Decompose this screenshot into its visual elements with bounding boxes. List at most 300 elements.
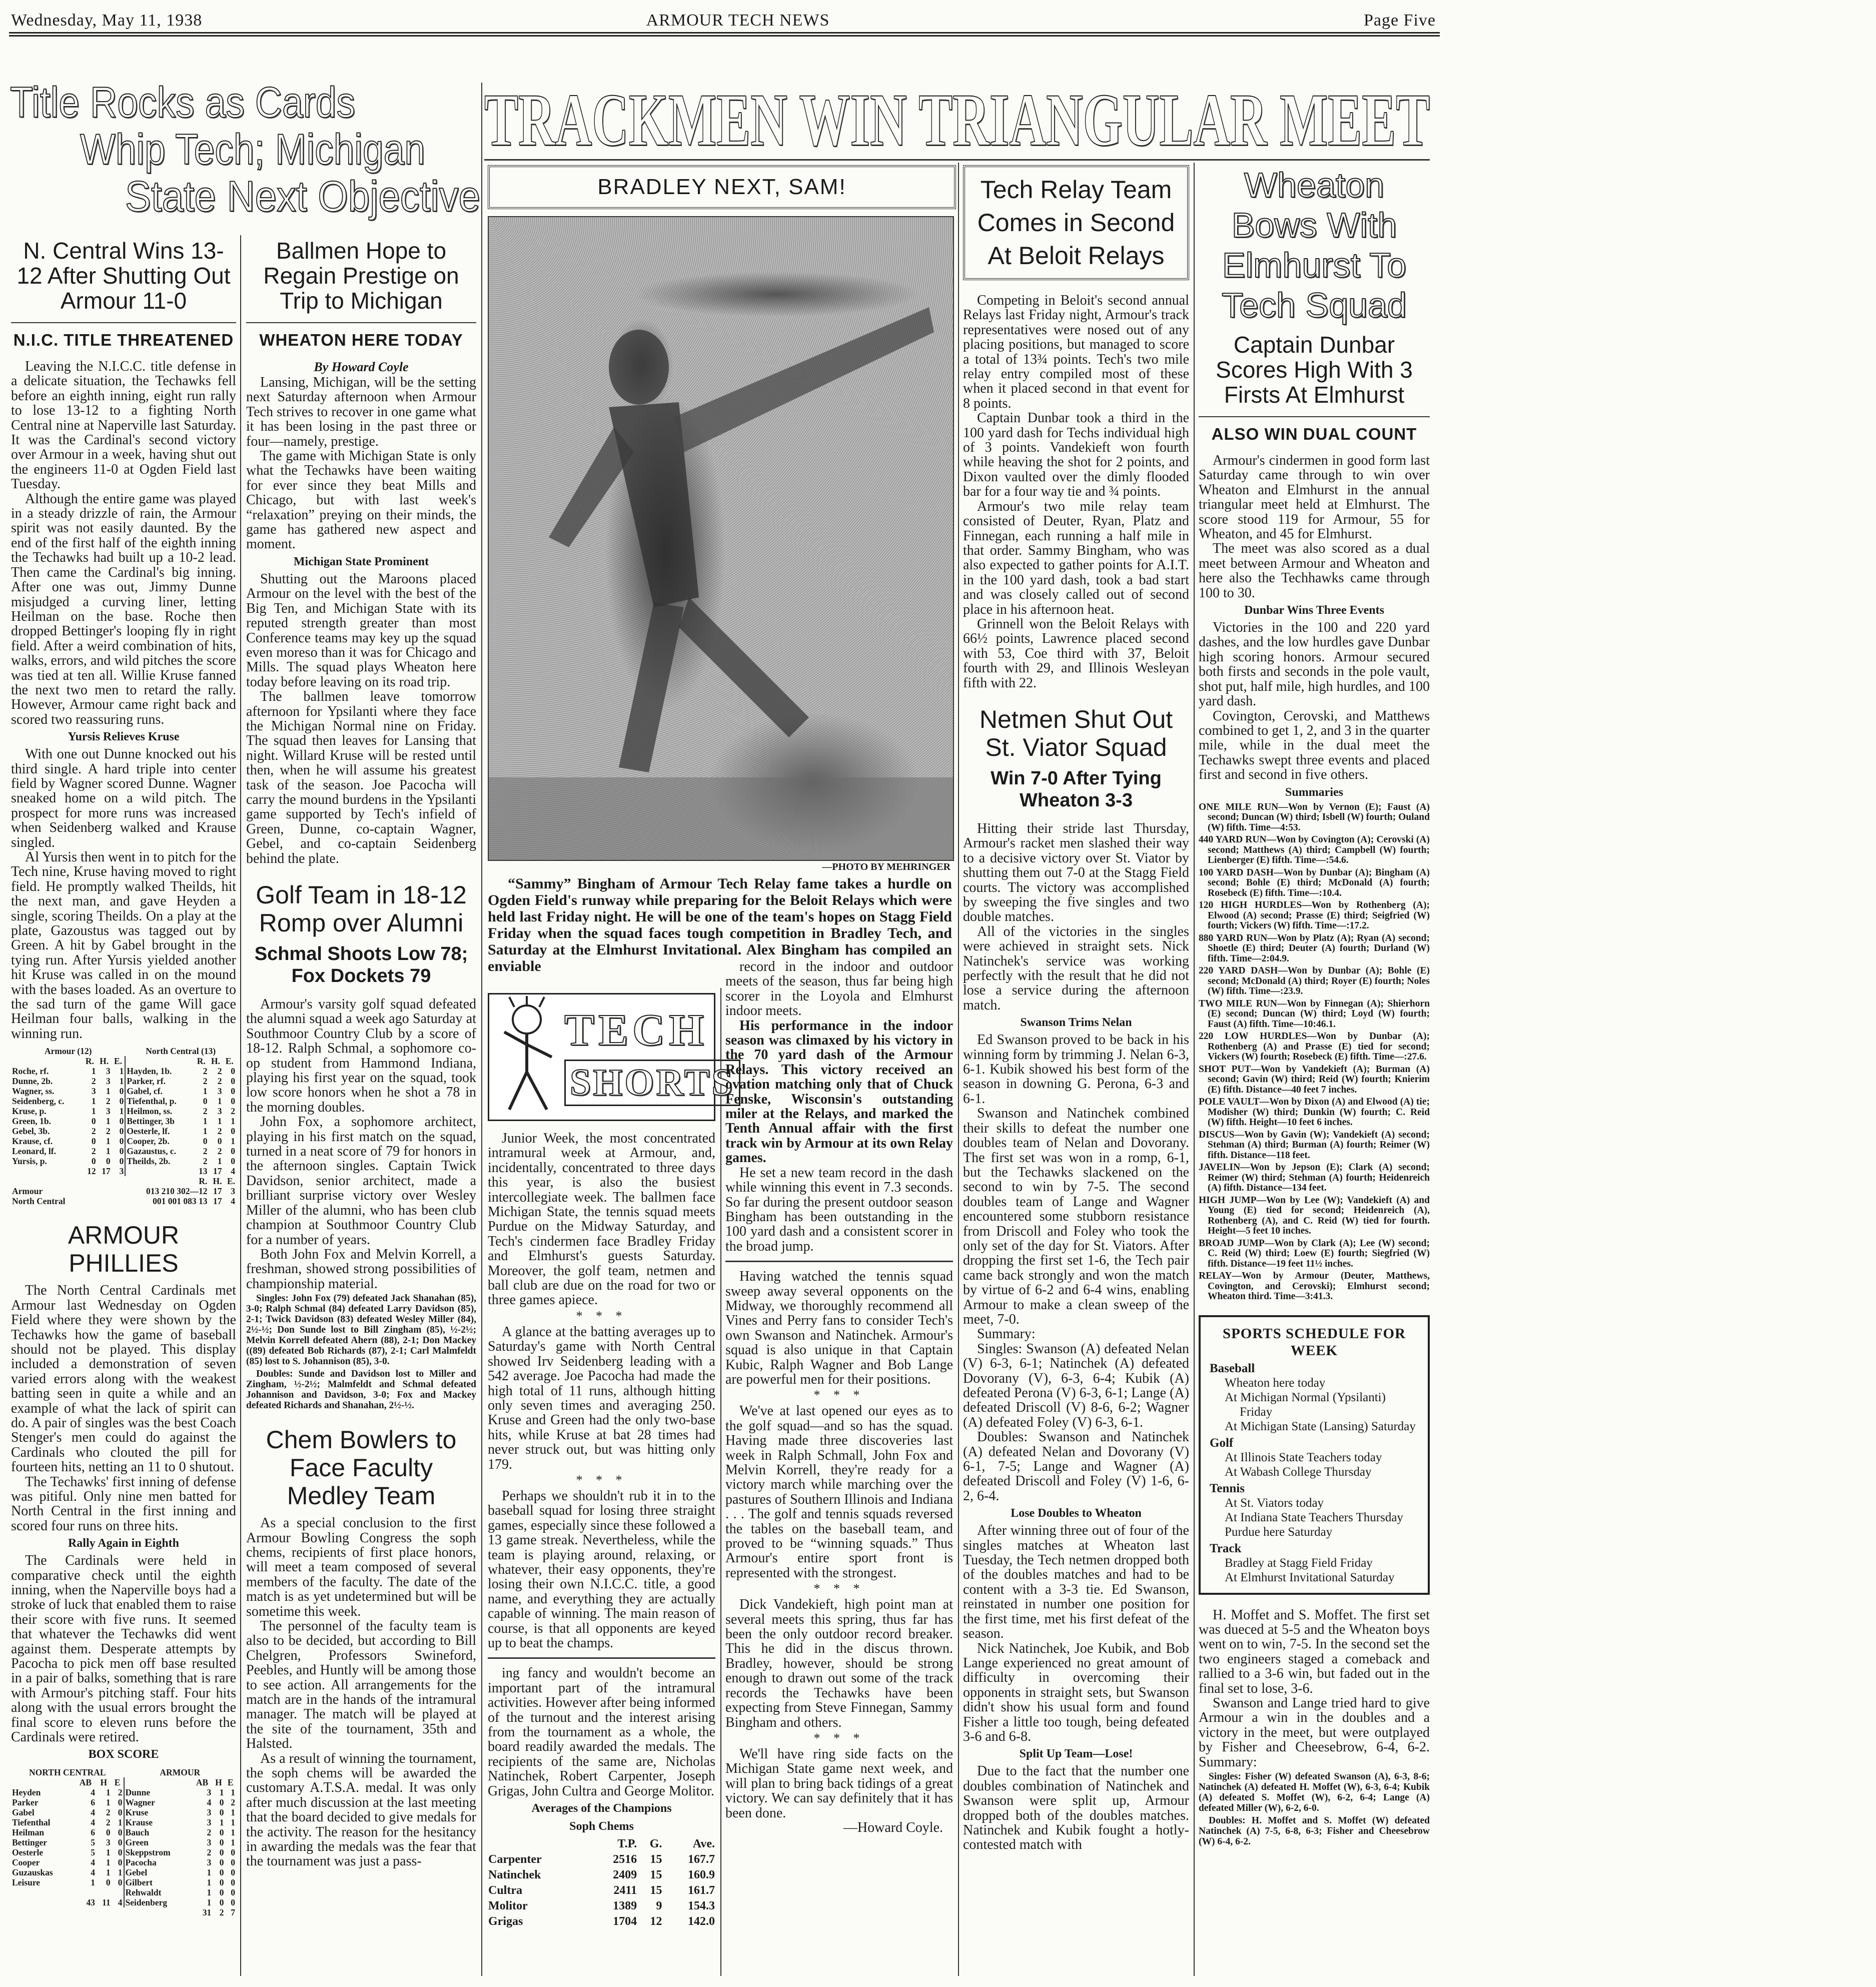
stat-label: H.	[211, 1056, 220, 1067]
player-name: Gebel, 3b.	[12, 1126, 50, 1137]
player-stat: 0	[231, 1897, 235, 1908]
box-score-row	[11, 1066, 236, 1076]
results-paragraph: Singles: John Fox (79) defeated Jack Shanahan (85), 3-0; Ralph Schmal (84) defeated Larry Davidson (85), 2-1; Twick Davidson (83) defeated Wesley Miller (84), 2½-½; Don Sunde lost to Bill Zingham (85), ½-2½; Melvin Korrell defeated Ahern (88), 2-1; Don Mackey ((89) defeated Bob Richards (87), 2-1; Carl Malmfeldt (85) lost to S. Johannison (85), 3-0.	[246, 1293, 476, 1367]
box-score-row	[11, 1076, 236, 1086]
bowler-stat: 15	[650, 1853, 662, 1866]
bowler-stat: 2409	[613, 1868, 637, 1882]
player-stat: 0	[203, 1136, 208, 1147]
bowler-stat: 2411	[613, 1884, 637, 1897]
player-stat: 1	[112, 1076, 126, 1086]
article-paragraph: Armour's varsity golf squad defeated the alumni squad a week ago Saturday at Southmoor Country Club by a score of 18-12. Ralph Schmal, a sophomore co-op student from Hammond Indiana, playing his first year on the squad, took low score honors when he shot a 78 in the morning doubles.	[246, 997, 476, 1115]
event-result: SHOT PUT—Won by Vandekieft (A); Burman (A) second; Gavin (W) third; Reid (W) fourth; Knierim (E) fifth. Distance—40 feet 7 inches.	[1199, 1064, 1430, 1095]
player-stat: 1	[106, 1146, 111, 1157]
box-score-header	[11, 1046, 236, 1056]
total: 3	[112, 1166, 126, 1176]
player-stat: 0	[112, 1136, 126, 1146]
player-stat: 2	[106, 1807, 111, 1818]
section-rule	[488, 1657, 715, 1659]
event-result: 120 HIGH HURDLES—Won by Rothenberg (A); Elwood (A) second; Prasse (E) third; Seigfried (W) fourth; Vickers (W) fifth. Time—:17.2.	[1199, 900, 1430, 931]
player-name: Heilman	[12, 1827, 45, 1838]
player-name: Krause, cf.	[12, 1136, 53, 1147]
player-stat: 1	[112, 1817, 124, 1827]
article-paragraph: Dick Vandekieft, high point man at several meets this spring, thus far has been the only outdoor record breaker. This he did in the discus thrown. Bradley, however, should be strong enough to drawn out some of the track records the Techawks have been expecting from Steve Finnegan, Sammy Bingham and others.	[725, 1597, 953, 1730]
averages-team: Soph Chems	[569, 1820, 634, 1833]
section-kicker: WHEATON HERE TODAY	[246, 322, 476, 350]
article-paragraph: The North Central Cardinals met Armour last Wednesday on Ogden Field where they were shown by the Techawks how the game of baseball should not be played. This display included a demonstration of seven varied errors along with the weakest batting seen in quite a while and an example of what the lack of spirit can do. A pair of singles was the best Coach Stenger's men could do against the Cardinals who clouted the pill for fourteen hits, netting an 11 to 0 shutout.	[11, 1283, 236, 1475]
player-stat: 3	[106, 1076, 111, 1087]
player-stat: 0	[231, 1867, 235, 1878]
results-paragraph: Singles: Fisher (W) defeated Swanson (A), 6-3, 8-6; Natinchek (A) defeated H. Moffet (W), 6-3, 6-4; Kubik (A) defeated S. Moffet (W), 6-2, 6-4; Lange (A) defeated Miller (W), 6-2, 6-0.	[1199, 1771, 1430, 1813]
bowler-stat: 15	[650, 1868, 662, 1882]
article-paragraph: Nick Natinchek, Joe Kubik, and Bob Lange experienced no great amount of difficulty in overcoming their opponents in straight sets, but Swanson didn't show his usual form and found Fisher a little too tough, being defeated 3-6 and 6-8.	[963, 1640, 1189, 1744]
player-name: Hayden, 1b.	[127, 1066, 172, 1077]
event-result: RELAY—Won by Armour (Deuter, Matthews, Covington, and Cerovski); Elmhurst second; Wheaton third. Time—3:41.3.	[1199, 1271, 1430, 1302]
stat-label: E.	[225, 1056, 234, 1067]
box-score-row	[11, 1126, 236, 1136]
box-score-totals	[11, 1907, 236, 1917]
article-paragraph: Armour's cindermen in good form last Saturday came through to win over Wheaton and Elmhurst in the annual triangular meet held at Elmhurst. The score stood 119 for Armour, 55 for Wheaton, and 45 for Elmhurst.	[1199, 453, 1430, 542]
logo-shorts: SHORTS	[564, 1060, 740, 1106]
player-name: Kruse	[125, 1807, 149, 1818]
player-stat: 1	[207, 1877, 212, 1888]
player-name: Krause	[125, 1817, 153, 1828]
player-stat: 0	[217, 1136, 222, 1147]
article-paragraph: Hitting their stride last Thursday, Armour's racket men slashed their way to a decisive victory over St. Viator by shutting them out 7-0 at the Stagg Field courts. The victory was accomplished by sweeping the five singles and two double matches.	[963, 820, 1189, 925]
bowler-name: Grigas	[488, 1915, 523, 1928]
event-result: 440 YARD RUN—Won by Covington (A); Cerovski (A) second; Matthews (A) third; Campbell (W) fourth; Lienberger (E) fifth. Time—:54.6.	[1199, 834, 1430, 866]
column-relays-tennis	[963, 165, 1189, 1981]
player-stat: 0	[106, 1877, 111, 1888]
player-stat: 0	[231, 1146, 235, 1157]
bowler-stat: 12	[650, 1915, 662, 1928]
box-score-row	[11, 1827, 236, 1837]
separator-stars: * * *	[813, 1581, 865, 1596]
column-divider	[958, 163, 959, 1976]
player-stat: 0	[231, 1877, 235, 1888]
player-stat: 0	[231, 1126, 235, 1137]
box-score-totals	[11, 1166, 236, 1176]
player-stat: 1	[106, 1136, 111, 1147]
player-stat: 0	[219, 1867, 224, 1878]
player-stat: 0	[91, 1116, 96, 1127]
stat-label: H.	[213, 1176, 222, 1187]
article-headline: Netmen Shut Out St. Viator Squad	[979, 705, 1173, 761]
box-score-row	[11, 1857, 236, 1867]
player-stat: 2	[91, 1076, 96, 1087]
player-stat: 1	[106, 1847, 111, 1858]
box-score-header	[11, 1767, 236, 1777]
event-result: 100 YARD DASH—Won by Dunbar (A); Bingham (A) second; Bohle (E) third; McDonald (A) fourth; Rosebeck (E) fifth. Time—:10.4.	[1199, 867, 1430, 898]
box-score-row	[11, 1086, 236, 1096]
player-stat: 1	[203, 1126, 208, 1137]
player-stat: 0	[231, 1857, 235, 1868]
column-tech-shorts-continued	[725, 959, 953, 1981]
spacer	[125, 1056, 194, 1066]
player-name: Skeppstrom	[125, 1847, 171, 1858]
player-stat: 0	[112, 1116, 126, 1126]
player-stat: 1	[217, 1156, 222, 1167]
bowler-stat: 15	[650, 1884, 662, 1897]
cartoon-figure-icon	[494, 997, 559, 1117]
spacer	[124, 1777, 192, 1787]
averages-row	[488, 1898, 715, 1914]
player-stat: 0	[112, 1126, 126, 1136]
player-stat: 2	[106, 1096, 111, 1107]
box-score-row	[11, 1877, 236, 1887]
bowler-name: Cultra	[488, 1884, 522, 1897]
player-stat: 0	[203, 1096, 208, 1107]
box-score-row	[11, 1096, 236, 1106]
article-paragraph: Lansing, Michigan, will be the setting next Saturday afternoon when Armour Tech strives to recover in one game what it has been losing in the past three or four—namely, prestige.	[246, 375, 476, 449]
player-stat: 3	[91, 1086, 96, 1097]
subheadline: Captain Dunbar Scores High With 3 Firsts At Elmhurst	[1216, 332, 1413, 408]
box-score-row	[11, 1887, 236, 1897]
player-stat: 0	[219, 1877, 224, 1888]
player-stat: 3	[207, 1787, 212, 1798]
innings: 001 001 083 13	[153, 1196, 208, 1207]
player-stat: 0	[231, 1156, 235, 1167]
photo-credit: —PHOTO BY MEHRINGER	[822, 861, 951, 872]
player-stat: 2	[217, 1076, 222, 1087]
stat-label: R.	[199, 1176, 208, 1187]
player-stat: 3	[207, 1857, 212, 1868]
averages-header	[488, 1836, 715, 1852]
player-stat: 4	[112, 1897, 124, 1907]
hurdler-figure-icon	[489, 217, 953, 860]
bowler-name: Carpenter	[488, 1853, 542, 1866]
player-stat: 2	[91, 1126, 96, 1137]
byline: By Howard Coyle	[314, 360, 409, 374]
player-name: Gebel	[125, 1867, 148, 1878]
averages-row	[488, 1867, 715, 1883]
event-result: ONE MILE RUN—Won by Vernon (E); Faust (A) second; Duncan (W) third; Isbell (W) fourth; Ouland (W) fifth. Time—4:53.	[1199, 801, 1430, 833]
separator-stars: * * *	[813, 1388, 865, 1403]
column-track-meet	[1199, 165, 1430, 1981]
bowler-name: Natinchek	[488, 1868, 541, 1882]
player-stat: 1	[207, 1887, 212, 1898]
player-stat: 4	[91, 1867, 96, 1878]
box-score-table	[11, 1046, 236, 1206]
player-name: Leisure	[12, 1877, 41, 1888]
stat-label: E.	[112, 1056, 126, 1066]
player-stat: 0	[106, 1156, 111, 1167]
schedule-item: Bradley at Stagg Field Friday	[1225, 1556, 1373, 1570]
averages-table	[488, 1836, 715, 1929]
errors: 3	[231, 1186, 235, 1197]
article-paragraph: Having watched the tennis squad sweep away several opponents on the Midway, we thoroughly recommend all Vines and Perry fans to consider Tech's own Swanson and Natinchek. Armour's squad is also unique in that Captain Kubic, Ralph Wagner and Bob Lange are powerful men for their positions.	[725, 1269, 953, 1387]
stat-label: G.	[649, 1837, 662, 1851]
section-subhead: Dunbar Wins Three Events	[1244, 604, 1384, 617]
bowler-stat: 1704	[613, 1915, 637, 1928]
player-name: Parker	[12, 1797, 39, 1808]
player-stat: 0	[112, 1086, 126, 1096]
player-stat: 43	[86, 1897, 96, 1908]
spacer	[11, 1056, 83, 1066]
stat-label: R.	[197, 1056, 206, 1067]
player-stat: 3	[106, 1106, 111, 1117]
averages-row	[488, 1852, 715, 1867]
schedule-sport: Baseball	[1210, 1361, 1255, 1375]
player-stat: 1	[106, 1116, 111, 1127]
article-paragraph-bold: His performance in the indoor season was climaxed by his victory in the 70 yard dash of the Armour Relays. This victory received an ovation matching only that of Chuck Fenske, Wisconsin's outstanding miler at the Relays, and marked the Tenth Annual affair with the first track win by Armour at its own Relay games.	[725, 1018, 953, 1166]
player-stat: 1	[91, 1096, 96, 1107]
schedule-sport: Tennis	[1210, 1481, 1245, 1495]
total: 17	[102, 1166, 111, 1177]
article-paragraph: Victories in the 100 and 220 yard dashes, and the low hurdles gave Dunbar high scoring honors. Armour secured both firsts and seconds in the pole vault, shot put, half mile, high hurdles, and 100 yard dash.	[1199, 620, 1430, 709]
player-stat: 4	[91, 1817, 96, 1828]
box-score-row	[11, 1867, 236, 1877]
column-baseball	[11, 235, 236, 1981]
total: 7	[231, 1907, 235, 1918]
player-stat: 3	[217, 1106, 222, 1117]
logo-tech: TECH	[564, 1006, 708, 1055]
player-stat: 2	[203, 1146, 208, 1157]
article-paragraph: Al Yursis then went in to pitch for the Tech nine, Kruse having moved to right field. He promptly walked Theilds, hit the next man, and gave Heyden a single, scoring Theilds. On a play at the plate, Gazoustus was tagged out by Green. A hit by Gabel brought in the tying run. After Yursis yielded another hit Kruse was called in on the mound with the bases loaded. As an overture to the sad turn of the game Will gace Heilman four balls, walking in the winning run.	[11, 849, 237, 1042]
section-rule	[725, 1261, 953, 1262]
bowler-stat: 160.9	[688, 1868, 715, 1882]
player-stat: 0	[231, 1076, 235, 1087]
article-paragraph: Swanson and Lange tried hard to give Armour a win in the doubles and a victory in the meet, but were outplayed by Fisher and Cheesebrow, 6-4, 6-2. Summary:	[1199, 1695, 1430, 1770]
spacer	[11, 1166, 83, 1176]
bowler-stat: 167.7	[688, 1853, 715, 1866]
player-name: Rehwaldt	[125, 1887, 162, 1898]
article-paragraph: He set a new team record in the dash while winning this event in 7.3 seconds. So far during the present outdoor season Bingham has been outstanding in the 100 yard dash and a consistent scorer in the broad jump.	[725, 1165, 953, 1254]
player-name: Pacocha	[125, 1857, 157, 1868]
player-name: Seidenberg	[125, 1897, 168, 1908]
player-stat: 0	[112, 1847, 124, 1857]
team-name: Armour	[12, 1186, 43, 1197]
player-stat: 2	[106, 1126, 111, 1137]
box-score-columns	[11, 1777, 236, 1787]
section-subhead: Rally Again in Eighth	[68, 1537, 180, 1550]
article-paragraph: Captain Dunbar took a third in the 100 yard dash for Techs individual high of 3 points. Vandekieft won fourth while heaving the shot for 2 points, and Dixon vaulted over the dimly flooded bar for a four way tie and ¾ points.	[963, 410, 1189, 500]
subheadline: Ballmen Hope to Regain Prestige on Trip to Michigan	[263, 238, 459, 314]
player-name: Cooper, 2b.	[127, 1136, 170, 1147]
player-stat: 1	[91, 1877, 96, 1888]
player-stat: 0	[219, 1827, 224, 1838]
column-divider	[1194, 163, 1195, 1976]
player-stat: 2	[217, 1066, 222, 1077]
bowler-stat: 2516	[613, 1853, 637, 1866]
article-paragraph: We've at last opened our eyes as to the golf squad—and so has the squad. Having made three discoveries last week in Ralph Schmall, John Fox and Melvin Korrell, they're ready for a victory march while marching over the pastures of Southern Illinois and Indiana . . . The golf and tennis squads reversed the tables on the baseball team, and proved to be “winning squads.” Thus Armour's entire sport front is represented with the strongest.	[725, 1403, 953, 1581]
stat-label: R.	[85, 1056, 94, 1067]
schedule-item: At Illinois State Teachers today	[1225, 1450, 1382, 1464]
player-stat: 1	[219, 1787, 224, 1798]
banner-headline-wrap	[484, 79, 1430, 162]
article-paragraph: Summary:	[977, 1326, 1036, 1342]
section-subhead: Yursis Relieves Kruse	[68, 730, 180, 744]
player-stat: 2	[231, 1106, 235, 1117]
player-stat: 0	[91, 1156, 96, 1167]
stat-label: H.	[100, 1056, 109, 1067]
averages-title: Averages of the Champions	[531, 1802, 672, 1815]
article-paragraph: After winning three out of four of the singles matches at Wheaton last Tuesday, the Tech netmen dropped both of the doubles matches and had to be content with a 3-3 tie. Ed Swanson, reinstated in number one position for the first time, met his first defeat of the season.	[963, 1523, 1189, 1642]
article-paragraph: The ballmen leave tomorrow afternoon for Ypsilanti where they face the Michigan Normal nine on Friday. The squad then leaves for Lansing that night. Willard Kruse will be rested until then, when he will assume his greatest task of the season. Joe Pacocha will carry the mound burdens in the Ypsilanti game supported by Tech's infield of Green, Dunne, co-captain Wagner, Gebel, and co-captain Seidenberg behind the plate.	[246, 689, 476, 866]
box-score-row	[11, 1847, 236, 1857]
player-stat: 0	[231, 1887, 235, 1898]
article-paragraph: Singles: Swanson (A) defeated Nelan (V) 6-3, 6-1; Natinchek (A) defeated Dovorany (V), 6-3, 6-4; Kubik (A) defeated Perona (V) 6-3, 6-1; Lange (A) defeated Driscoll (V) 8-6, 6-2; Wagner (A) defeated Foley (V) 6-3, 6-1.	[963, 1341, 1189, 1430]
banner-rule	[484, 159, 1430, 161]
box-score-row	[11, 1146, 236, 1156]
event-result: TWO MILE RUN—Won by Finnegan (A); Shierhorn (E) second; Duncan (W) third; Loyd (W) fourth; Faust (A) fifth. Time—10:46.1.	[1199, 998, 1430, 1030]
player-stat	[96, 1887, 112, 1897]
article-paragraph: Armour's two mile relay team consisted of Deuter, Ryan, Platz and Finnegan, each running a half mile in that order. Sammy Bingham, who was also expected to gather points for A.I.T. in the 100 yard dash, took a bad start and was closely called out of second place in his afternoon heat.	[963, 498, 1189, 617]
column-ballmen-golf	[246, 235, 476, 1981]
results-paragraph: Doubles: H. Moffet and S. Moffet (W) defeated Natinchek (A) 7-5, 6-8, 6-3; Fisher and Cheesebrow (W) 6-4, 6-2.	[1199, 1815, 1430, 1847]
masthead-rule	[9, 32, 1440, 37]
player-stat: 4	[91, 1807, 96, 1818]
column-tech-shorts	[488, 993, 735, 1981]
box-score-row	[11, 1787, 236, 1797]
player-name: Roche, rf.	[12, 1066, 49, 1077]
player-stat: 1	[231, 1787, 235, 1798]
player-stat: 6	[91, 1797, 96, 1808]
player-stat: 1	[106, 1086, 111, 1097]
photo-caption: “Sammy” Bingham of Armour Tech Relay fame takes a hurdle on Ogden Field's runway while preparing for the Beloit Relays which were held last Friday night. He will be one of the team's hopes on Stagg Field Friday when the squad faces tough competition in Bradley Tech, and Saturday at the Elmhurst Invitational. Alex Bingham has compiled an enviable	[488, 875, 952, 974]
player-name: Dunne, 2b.	[12, 1076, 53, 1087]
player-stat: 0	[106, 1827, 111, 1838]
article-paragraph: As a special conclusion to the first Armour Bowling Congress the soph chems, recipients of first place honors, will meet a team composed of several members of the faculty. The date of the match is as yet undetermined but will be sometime this week.	[246, 1515, 476, 1619]
player-stat: 0	[219, 1897, 224, 1908]
player-name: Gazaustus, c.	[127, 1146, 177, 1157]
player-stat: 0	[231, 1847, 235, 1858]
lead-headline	[10, 80, 480, 230]
player-name: Heilmon, ss.	[127, 1106, 173, 1117]
player-stat: 0	[112, 1877, 124, 1887]
schedule-item: At St. Viators today	[1225, 1496, 1324, 1510]
player-stat: 0	[219, 1837, 224, 1848]
player-name: Heyden	[12, 1787, 41, 1798]
player-stat: 0	[231, 1096, 235, 1107]
player-name: Wagner, ss.	[12, 1086, 55, 1097]
player-stat: 0	[231, 1066, 235, 1077]
schedule-sport: Track	[1210, 1541, 1242, 1555]
total: 17	[213, 1166, 222, 1177]
player-name	[11, 1897, 75, 1907]
player-name: Kruse, p.	[12, 1106, 47, 1117]
article-paragraph: A glance at the batting averages up to Saturday's game with North Central showed Irv Seidenberg leading with a 542 average. Joe Pacocha had made the high total of 11 runs, although hitting only seven times and averaging 250. Kruse and Green had the only two-base hits, while Kruse at bat 28 times had never struck out, but was hitting only 179.	[488, 1324, 715, 1472]
bowler-stat: 142.0	[688, 1915, 715, 1928]
article-paragraph: The game with Michigan State is only what the Techawks have been waiting for ever since they beat Mills and Chicago, but with last week's “relaxation” preying on their minds, the game has gathered new aspect and moment.	[246, 448, 476, 552]
section-subhead: Lose Doubles to Wheaton	[1011, 1507, 1142, 1520]
lead-headline-line: Title Rocks as Cards	[10, 79, 356, 127]
article-paragraph: Both John Fox and Melvin Korrell, a freshman, showed strong possibilities of championship material.	[246, 1246, 476, 1292]
player-stat: 2	[203, 1066, 208, 1077]
article-paragraph: With one out Dunne knocked out his third single. A hard triple into center field by Wagner scored Dunne. Wagner sneaked home on a wild pitch. The prospect for more runs was increased when Seidenberg walked and Krause singled.	[11, 746, 236, 850]
article-paragraph: The meet was also scored as a dual meet between Armour and Wheaton and here also the Techhawks came through 100 to 30.	[1199, 541, 1430, 601]
page-number: Page Five	[1363, 11, 1436, 30]
errors: 4	[231, 1196, 235, 1207]
schedule-item: Wheaton here today	[1225, 1376, 1326, 1390]
player-stat: 1	[207, 1867, 212, 1878]
section-subhead: Summaries	[1285, 785, 1343, 799]
player-stat: 3	[217, 1086, 222, 1097]
article-paragraph: Competing in Beloit's second annual Relays last Friday night, Armour's track representatives were nosed out of any placing positions, but managed to score a total of 13¾ points. Tech's two mile relay entry compiled most of these when it placed second in that event for 8 points.	[963, 293, 1189, 411]
spacer	[11, 1907, 192, 1917]
player-name: Wagner	[125, 1797, 155, 1808]
player-stat: 4	[91, 1787, 96, 1798]
article-paragraph: Shutting out the Maroons placed Armour on the level with the best of the Big Ten, and Michigan State with its reputed strength greater than most Conference teams may key up the squad even moreso than it was for Chicago and Mills. The squad plays Wheaton here today before leaving on its road trip.	[246, 571, 476, 690]
article-paragraph: record in the indoor and outdoor meets of the season, thus far being high scorer in the Loyola and Elmhurst indoor meets.	[725, 959, 953, 1019]
boxed-headline: Tech Relay Team Comes in Second At Beloit Relays	[963, 165, 1189, 280]
player-name: Seidenberg, c.	[12, 1096, 65, 1107]
signature: —Howard Coyle.	[843, 1819, 943, 1835]
player-name: Tiefenthal	[12, 1817, 51, 1828]
section-kicker: N.I.C. TITLE THREATENED	[11, 322, 236, 350]
player-stat: 1	[106, 1787, 111, 1798]
article-paragraph: We'll have ring side facts on the Michigan State game next week, and will plan to bring back tidings of a great victory. We can say definitely that it has been done.	[725, 1746, 953, 1821]
article-paragraph: Junior Week, the most concentrated intramural week at Armour, and, incidentally, concentrated to three days this year, is also the busiest intercollegiate week. The ballmen face Michigan State, the tennis squad meets Purdue on the Midway Saturday, and Tech's cindermen face Bradley Friday and Elmhurst's guests Saturday. Moreover, the golf team, netmen and ball club are due on the road for two or three games apiece.	[488, 1131, 715, 1308]
player-name: Bettinger, 3b	[127, 1116, 175, 1127]
stat-label: T.P.	[617, 1837, 637, 1851]
player-stat: 2	[203, 1156, 208, 1167]
player-stat: 3	[106, 1837, 111, 1848]
bowler-stat: 161.7	[688, 1884, 715, 1897]
article-headline: Wheaton Bows With Elmhurst To Tech Squad	[1222, 166, 1407, 325]
section-subhead: Michigan State Prominent	[293, 555, 429, 568]
player-stat: 0	[112, 1146, 126, 1156]
player-stat: 2	[207, 1847, 212, 1858]
separator-stars: * * *	[576, 1472, 627, 1487]
player-stat: 3	[207, 1837, 212, 1848]
article-paragraph: Although the entire game was played in a steady drizzle of rain, the Armour spirit was not easily daunted. By the end of the first half of the eighth inning the Techawks had built up a 10-2 lead. Then came the Cardinal's big inning. After one was out, Jimmy Dunne misjudged a curving liner, letting Heilman on the base. Roche then dropped Bettinger's looping fly in right field. After a weird combination of hits, walks, errors, and wild pitches the score was tied at ten all. Willie Kruse fanned the next two men to retard the rally. However, Armour came right back and scored two reassuring runs.	[11, 491, 236, 727]
hits: 17	[213, 1196, 222, 1207]
lead-headline-line: State Next Objective	[125, 173, 480, 221]
section-subhead: Swanson Trims Nelan	[1020, 1016, 1132, 1030]
stat-label: AB	[196, 1777, 209, 1788]
results-paragraph: Doubles: Sunde and Davidson lost to Miller and Zingham, ½-2½; Malmfeldt and Schmal defeated Johannison and Davidson, 3-0; Fox and Mackey defeated Richards and Shanahan, 2½-½.	[246, 1369, 476, 1411]
spacer	[488, 1836, 590, 1852]
player-stat: 0	[91, 1136, 96, 1147]
player-stat: 3	[106, 1066, 111, 1077]
player-stat: 1	[231, 1827, 235, 1838]
player-name: Bauch	[125, 1827, 150, 1838]
team-name: North Central (13)	[146, 1046, 216, 1057]
player-stat: 2	[91, 1146, 96, 1157]
player-name: Gabel, cf.	[127, 1086, 163, 1097]
article-paragraph: Covington, Cerovski, and Matthews combined to get 1, 2, and 3 in the quarter mile, while in the dual meet the Techawks swept three events and placed first and second in five others.	[1199, 708, 1430, 783]
stat-label: E	[112, 1777, 124, 1787]
total: 31	[202, 1907, 212, 1918]
averages-row	[488, 1914, 715, 1929]
separator-stars: * * *	[813, 1730, 865, 1745]
article-paragraph: Leaving the N.I.C.C. title defense in a delicate situation, the Techawks fell before an eighth inning, eight run rally to lose 13-12 to a fighting North Central nine at Naperville last Saturday. It was the Cardinal's second victory over Armour in a week, having shut out the engineers 11-0 at Ogden Field last Tuesday.	[11, 359, 236, 492]
event-result: 220 YARD DASH—Won by Dunbar (A); Bohle (E) second; McDonald (A) third; Royer (E) fourth; Noles (W) fifth. Time—:23.9.	[1199, 965, 1430, 997]
bowler-name: Molitor	[488, 1899, 528, 1913]
player-stat: 4	[207, 1797, 212, 1808]
player-stat: 1	[231, 1136, 235, 1147]
box-score-table	[11, 1767, 236, 1917]
team-name: ARMOUR	[160, 1767, 201, 1778]
team-name: Armour (12)	[44, 1046, 92, 1057]
player-name	[11, 1887, 75, 1897]
stat-label: AB	[79, 1777, 92, 1788]
player-stat: 0	[112, 1797, 124, 1807]
player-stat: 0	[219, 1887, 224, 1898]
bowler-stat: 1389	[613, 1899, 637, 1913]
box-score-row	[11, 1116, 236, 1126]
linescore-header	[11, 1176, 236, 1186]
article-paragraph: All of the victories in the singles were achieved in straight sets. Nick Natinchek's service was working perfectly with the result that he did not lose a service during the afternoon match.	[963, 923, 1189, 1013]
player-stat: 1	[231, 1837, 235, 1848]
section-kicker: ALSO WIN DUAL COUNT	[1199, 416, 1430, 444]
total: 4	[231, 1166, 235, 1177]
spacer	[11, 1176, 194, 1186]
bowler-stat: 154.3	[688, 1899, 715, 1913]
player-stat: 1	[112, 1867, 124, 1877]
event-result: HIGH JUMP—Won by Lee (W); Vandekieft (A) and Young (E) tied for second; Heidenreich (A), Rothenberg (A), and C. Reid (W) tied for fourth. Height—5 feet 10 inches.	[1199, 1195, 1430, 1237]
linescore-row	[11, 1196, 236, 1206]
